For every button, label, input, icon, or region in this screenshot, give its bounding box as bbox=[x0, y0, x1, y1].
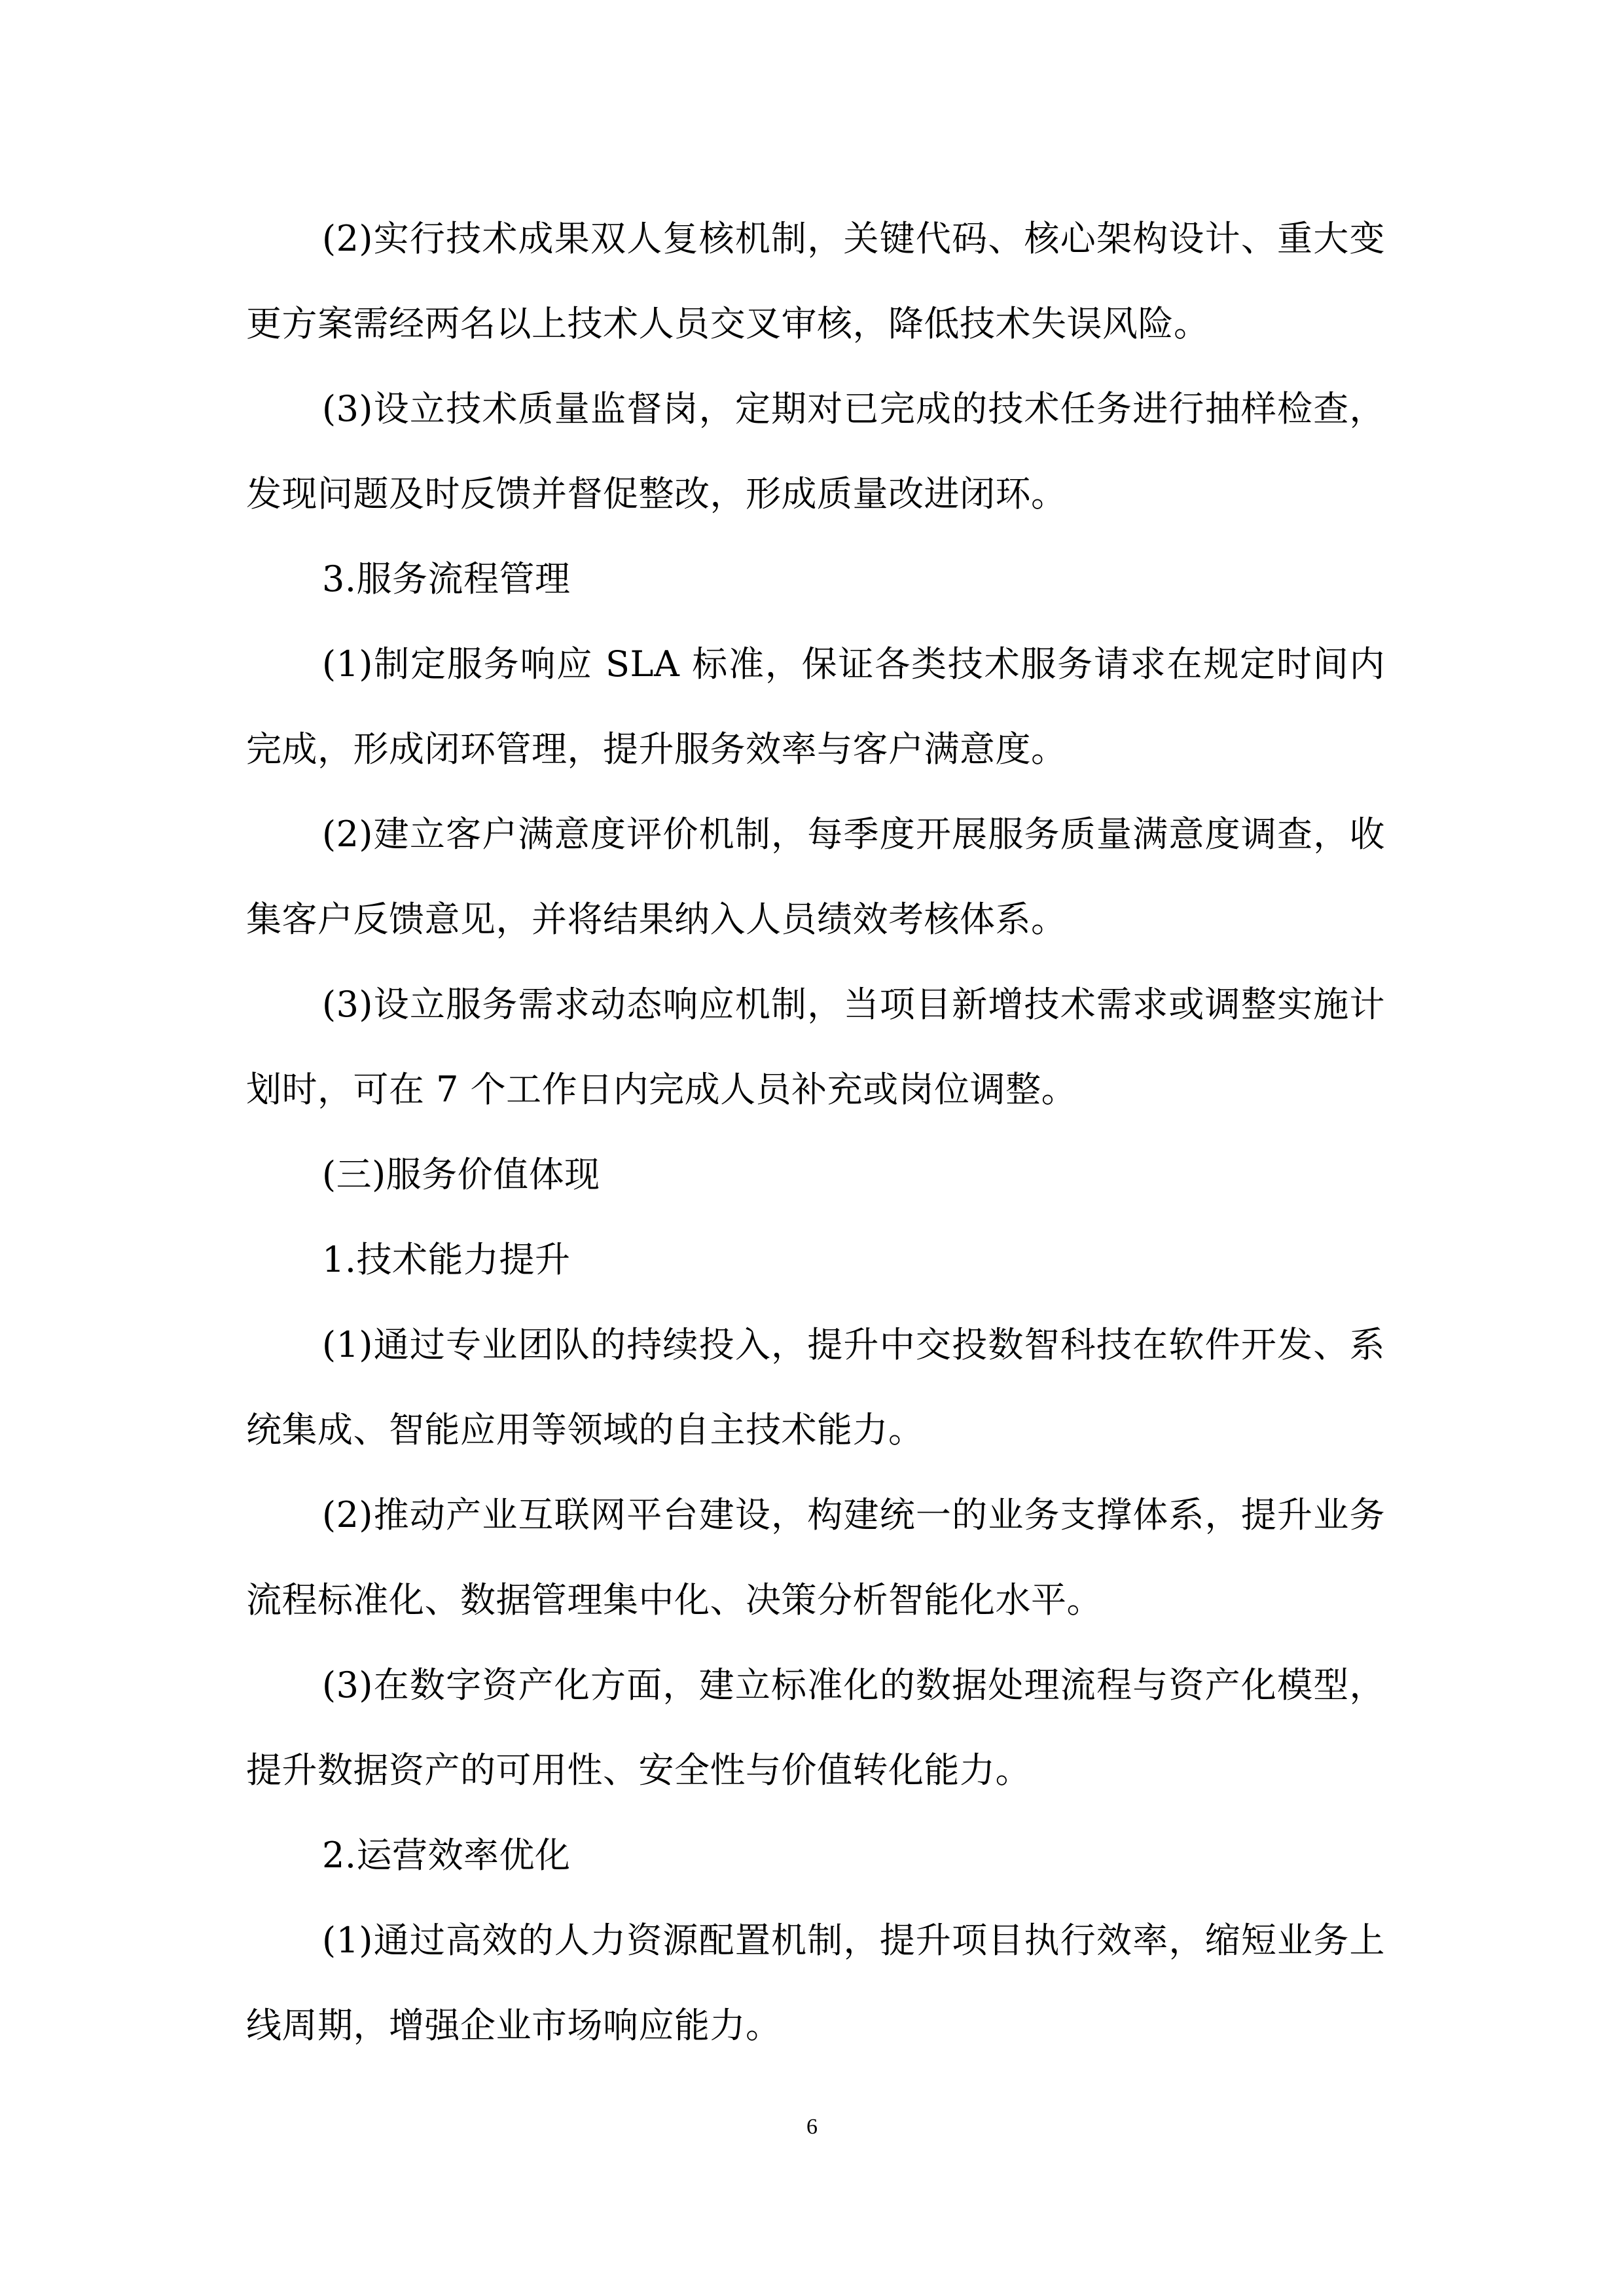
heading-service-process: 3.服务流程管理 bbox=[322, 558, 571, 600]
paragraph-platform-construction: (2)推动产业互联网平台建设，构建统一的业务支撑体系，提升业务流程标准化、数据管理集中化、决策分析智能化水平。 bbox=[246, 1494, 1385, 1621]
paragraph-dynamic-response: (3)设立服务需求动态响应机制，当项目新增技术需求或调整实施计划时，可在 7 个工作日内完成人员补充或岗位调整。 bbox=[246, 984, 1385, 1110]
heading-service-value: (三)服务价值体现 bbox=[322, 1154, 600, 1195]
paragraph-satisfaction-evaluation: (2)建立客户满意度评价机制，每季度开展服务质量满意度调查，收集客户反馈意见，并将结果纳入人员绩效考核体系。 bbox=[246, 814, 1385, 940]
heading-tech-capability: 1.技术能力提升 bbox=[322, 1239, 571, 1280]
paragraph-sla-standard: (1)制定服务响应 SLA 标准，保证各类技术服务请求在规定时间内完成，形成闭环管理，提升服务效率与客户满意度。 bbox=[246, 643, 1385, 770]
page-number: 6 bbox=[806, 2115, 818, 2139]
paragraph-team-investment: (1)通过专业团队的持续投入，提升中交投数智科技在软件开发、系统集成、智能应用等领域的自主技术能力。 bbox=[246, 1324, 1385, 1450]
paragraph-data-assets: (3)在数字资产化方面，建立标准化的数据处理流程与资产化模型，提升数据资产的可用性、安全性与价值转化能力。 bbox=[246, 1664, 1385, 1791]
paragraph-quality-supervision: (3)设立技术质量监督岗，定期对已完成的技术任务进行抽样检查，发现问题及时反馈并督促整改，形成质量改进闭环。 bbox=[246, 388, 1385, 514]
paragraph-dual-review: (2)实行技术成果双人复核机制，关键代码、核心架构设计、重大变更方案需经两名以上技术人员交叉审核，降低技术失误风险。 bbox=[246, 218, 1385, 344]
heading-operation-efficiency: 2.运营效率优化 bbox=[322, 1835, 571, 1876]
paragraph-hr-allocation: (1)通过高效的人力资源配置机制，提升项目执行效率，缩短业务上线周期，增强企业市场响应能力。 bbox=[246, 1920, 1385, 2046]
